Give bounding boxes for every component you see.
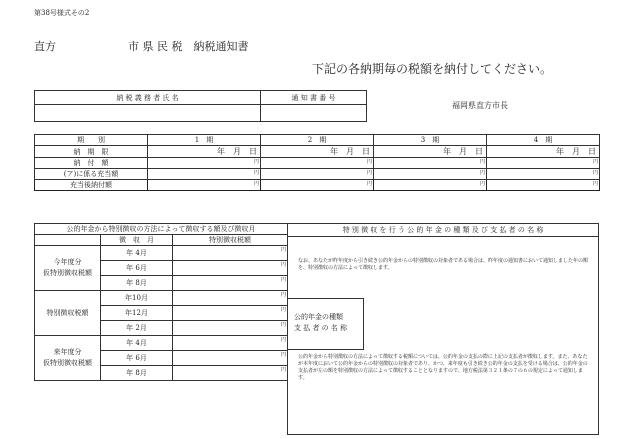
due-date-1[interactable]: 年 月 日 <box>148 146 261 158</box>
document-title: 市 県 民 税 納税通知書 <box>128 40 249 53</box>
amount-cell[interactable]: 円 <box>173 306 288 321</box>
period-2: 2 期 <box>261 135 374 146</box>
appropriation-2[interactable]: 円 <box>261 169 374 180</box>
month-row: 年 6月 <box>101 261 173 276</box>
amount-cell[interactable]: 円 <box>173 351 288 366</box>
month-row: 年 8月 <box>101 366 173 381</box>
payer-panel <box>287 223 599 435</box>
period-4: 4 期 <box>487 135 600 146</box>
municipality-name: 直方 <box>34 40 56 53</box>
col-month-header: 徴 収 月 <box>101 235 173 246</box>
appropriation-3[interactable]: 円 <box>374 169 487 180</box>
payment-4[interactable]: 円 <box>487 158 600 169</box>
form-number: 第38号様式その2 <box>34 9 90 17</box>
payer-note-bottom: 公的年金から特別徴収の方法によって徴収する税額については、公的年金の支払の際に上記の支払者が徴収します。また、あなたが本年度において公的年金からの特別徴収の対象者であり、かつ、来年度も引き続き公的年金の支払を受ける場合は、公的年金の支払者が左の額を特別徴収の方法によって徴収することとなりますので、地方税法第３２１条の７の６の規定によって通知します。 <box>298 354 588 381</box>
net-payment-4[interactable]: 円 <box>487 180 600 191</box>
instruction-text: 下記の各納期毎の税額を納付してください。 <box>312 62 553 76</box>
notice-number-header: 通 知 書 番 号 <box>261 91 367 105</box>
amount-cell[interactable]: 円 <box>173 336 288 351</box>
row-label-due-date: 納 期 限 <box>35 146 148 158</box>
issuer-name: 福岡県直方市長 <box>452 101 508 110</box>
appropriation-1[interactable]: 円 <box>148 169 261 180</box>
period-3: 3 期 <box>374 135 487 146</box>
amount-cell[interactable]: 円 <box>173 261 288 276</box>
row-label-payment: 納 付 額 <box>35 158 148 169</box>
period-1: 1 期 <box>148 135 261 146</box>
notice-number-field[interactable] <box>261 105 367 122</box>
amount-cell[interactable]: 円 <box>173 291 288 306</box>
payer-note-top: なお、あなたが昨年度から引き続き公的年金からの特別徴収の対象者である場合は、昨年度の通知書において通知しました年の額を、特別徴収の方法によって徴収します。 <box>298 258 589 271</box>
net-payment-1[interactable]: 円 <box>148 180 261 191</box>
net-payment-3[interactable]: 円 <box>374 180 487 191</box>
payment-3[interactable]: 円 <box>374 158 487 169</box>
payer-panel-header: 特 別 徴 収 を 行 う 公 的 年 金 の 種 類 及 び 支 払 者 の 名 称 <box>288 224 598 237</box>
month-row: 年 8月 <box>101 276 173 291</box>
due-date-4[interactable]: 年 月 日 <box>487 146 600 158</box>
net-payment-2[interactable]: 円 <box>261 180 374 191</box>
taxpayer-table <box>34 90 490 122</box>
amount-cell[interactable]: 円 <box>173 276 288 291</box>
col-amount-header: 特別徴収税額 <box>173 235 288 246</box>
payment-1[interactable]: 円 <box>148 158 261 169</box>
period-table <box>34 134 600 191</box>
group-next-provisional: 来年度分 仮特別徴収税額 <box>35 336 101 381</box>
month-row: 年10月 <box>101 291 173 306</box>
taxpayer-name-header: 納 税 義 務 者 氏 名 <box>35 91 261 105</box>
month-row: 年 4月 <box>101 246 173 261</box>
month-row: 年12月 <box>101 306 173 321</box>
amount-cell[interactable]: 円 <box>173 246 288 261</box>
row-label-net-payment: 充当後納付額 <box>35 180 148 191</box>
amount-cell[interactable]: 円 <box>173 366 288 381</box>
taxpayer-name-field[interactable] <box>35 105 261 122</box>
month-row: 年 6月 <box>101 351 173 366</box>
due-date-2[interactable]: 年 月 日 <box>261 146 374 158</box>
pension-kind-label: 公的年金の種類 支 払 者 の 名 称 <box>288 298 364 350</box>
group-current-provisional: 今年度分 仮特別徴収税額 <box>35 246 101 291</box>
payment-2[interactable]: 円 <box>261 158 374 169</box>
appropriation-4[interactable]: 円 <box>487 169 600 180</box>
group-special-collection: 特別徴収税額 <box>35 291 101 336</box>
month-row: 年 4月 <box>101 336 173 351</box>
due-date-3[interactable]: 年 月 日 <box>374 146 487 158</box>
row-label-appropriation: (ア)に係る充当額 <box>35 169 148 180</box>
month-row: 年 2月 <box>101 321 173 336</box>
row-label-period: 期 別 <box>35 135 148 146</box>
pension-table <box>34 223 288 381</box>
amount-cell[interactable]: 円 <box>173 321 288 336</box>
pension-table-header: 公的年金から特別徴収の方法によって徴収する額及び徴収月 <box>35 224 288 235</box>
